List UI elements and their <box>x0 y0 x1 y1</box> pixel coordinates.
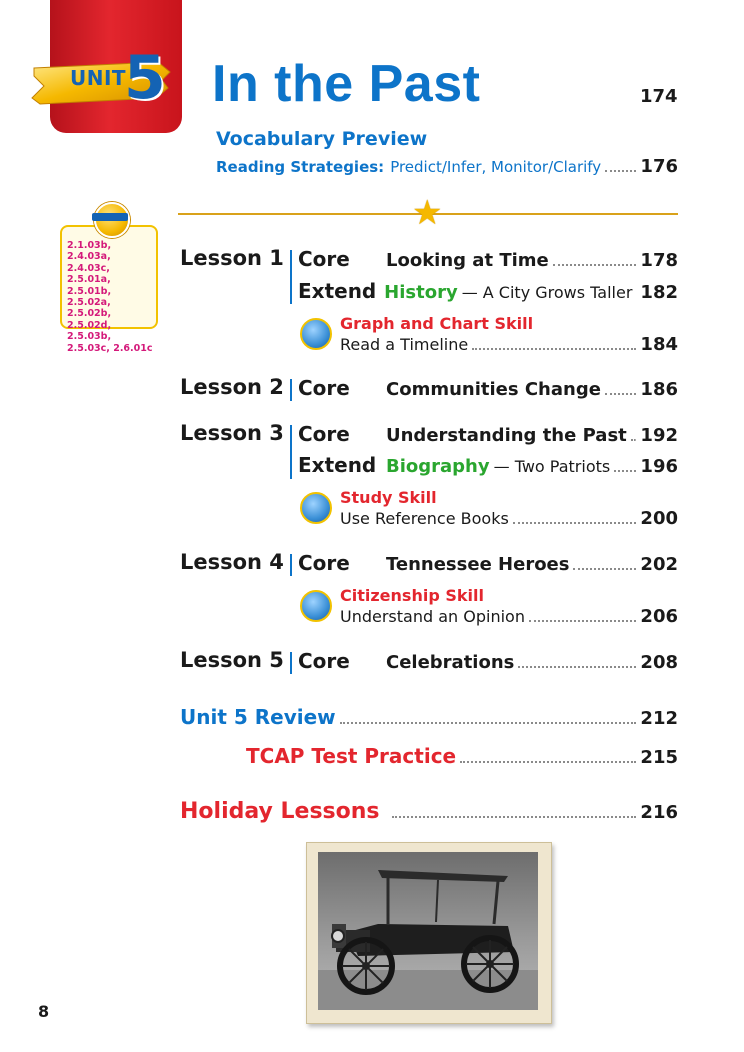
tcap-practice-label: TCAP Test Practice <box>246 744 457 768</box>
page-number: 215 <box>640 747 678 768</box>
dot-leader <box>518 666 636 668</box>
lesson-3-extend-row[interactable] <box>298 453 678 479</box>
lesson-bar <box>290 250 292 304</box>
skill-text: Understand an Opinion <box>340 607 525 626</box>
standards-badge-band <box>92 213 128 221</box>
row-kind: Extend <box>298 279 377 303</box>
dot-leader <box>631 439 637 441</box>
page-number: 200 <box>640 508 678 529</box>
page-number: 186 <box>640 379 678 400</box>
unit-review-row[interactable] <box>180 705 678 731</box>
lesson-5-core-row[interactable] <box>298 649 678 675</box>
title-page-number: 174 <box>640 86 678 107</box>
lesson-1-core-row[interactable] <box>298 247 678 273</box>
lesson-4-skill-row[interactable] <box>340 606 678 632</box>
row-kind: Core <box>298 649 350 673</box>
page-number: 208 <box>640 652 678 673</box>
dot-leader <box>553 264 637 266</box>
row-kind: Core <box>298 422 350 446</box>
standards-list: 2.1.03b, 2.4.03a, 2.4.03c, 2.5.01a, 2.5.01b, 2.5.02a, 2.5.02b, 2.5.02d, 2.5.03b, 2.5.03c, 2.6.01c <box>67 240 153 354</box>
dot-leader <box>605 170 636 172</box>
row-title: Biography <box>386 456 490 477</box>
dot-leader <box>573 568 636 570</box>
dot-leader <box>614 470 636 472</box>
skill-text: Use Reference Books <box>340 509 509 528</box>
lesson-bar <box>290 425 292 479</box>
skill-title: Study Skill <box>340 488 437 507</box>
page-number: 184 <box>640 334 678 355</box>
skill-text: Read a Timeline <box>340 335 469 354</box>
dot-leader <box>513 522 637 524</box>
page-number: 216 <box>640 802 678 823</box>
page-number: 176 <box>640 156 678 177</box>
row-title: Tennessee Heroes <box>386 554 570 575</box>
lesson-1-label: Lesson 1 <box>180 246 284 270</box>
row-title: Communities Change <box>386 379 601 400</box>
page-number: 212 <box>640 708 678 729</box>
page-number-footer: 8 <box>38 1002 50 1021</box>
tcap-practice-row[interactable] <box>246 744 678 770</box>
lesson-bar <box>290 554 292 576</box>
page-number: 192 <box>640 425 678 446</box>
unit-review-label: Unit 5 Review <box>180 705 336 729</box>
page-number: 206 <box>640 606 678 627</box>
page-title: In the Past <box>212 55 481 113</box>
page-number: 196 <box>640 456 678 477</box>
page-number: 202 <box>640 554 678 575</box>
skill-title: Citizenship Skill <box>340 586 484 605</box>
graph-chart-skill-icon <box>300 318 332 350</box>
lesson-4-core-row[interactable] <box>298 551 678 577</box>
lesson-bar <box>290 652 292 674</box>
row-kind: Core <box>298 247 350 271</box>
lesson-bar <box>290 379 292 401</box>
study-skill-icon <box>300 492 332 524</box>
antique-car-photo <box>318 852 538 1010</box>
row-kind: Extend <box>298 453 377 477</box>
dot-leader <box>392 816 637 818</box>
star-icon: ★ <box>412 193 443 233</box>
holiday-lessons-row[interactable] <box>180 799 678 825</box>
row-subtitle: — Two Patriots <box>493 457 611 476</box>
lesson-3-skill-row[interactable] <box>340 508 678 534</box>
row-subtitle: — A City Grows Taller <box>461 283 633 302</box>
dot-leader <box>340 722 637 724</box>
lesson-3-label: Lesson 3 <box>180 421 284 445</box>
row-title: Celebrations <box>386 652 515 673</box>
row-kind: Core <box>298 376 350 400</box>
citizenship-skill-icon <box>300 590 332 622</box>
page-number: 182 <box>640 282 678 303</box>
dot-leader <box>605 393 636 395</box>
lesson-1-skill-row[interactable] <box>340 334 678 360</box>
holiday-lessons-label: Holiday Lessons <box>180 799 380 824</box>
reading-strategies-text: Predict/Infer, Monitor/Clarify <box>390 158 602 176</box>
lesson-5-label: Lesson 5 <box>180 648 284 672</box>
reading-strategies-label: Reading Strategies: <box>216 158 385 176</box>
page-number: 178 <box>640 250 678 271</box>
lesson-4-label: Lesson 4 <box>180 550 284 574</box>
lesson-2-label: Lesson 2 <box>180 375 284 399</box>
skill-title: Graph and Chart Skill <box>340 314 534 333</box>
dot-leader <box>460 761 636 763</box>
reading-strategies-row[interactable] <box>216 156 678 180</box>
vocabulary-preview-link[interactable]: Vocabulary Preview <box>216 128 428 150</box>
unit-label: UNIT <box>70 66 127 90</box>
row-title: Understanding the Past <box>386 425 627 446</box>
dot-leader <box>529 620 636 622</box>
lesson-1-extend-row[interactable] <box>298 279 678 305</box>
lesson-3-core-row[interactable] <box>298 422 678 448</box>
lesson-2-core-row[interactable] <box>298 376 678 402</box>
row-title: History <box>384 282 458 303</box>
dot-leader <box>472 348 636 350</box>
row-kind: Core <box>298 551 350 575</box>
row-title: Looking at Time <box>386 250 549 271</box>
unit-number: 5 <box>124 43 166 113</box>
antique-car-icon <box>318 852 538 1010</box>
